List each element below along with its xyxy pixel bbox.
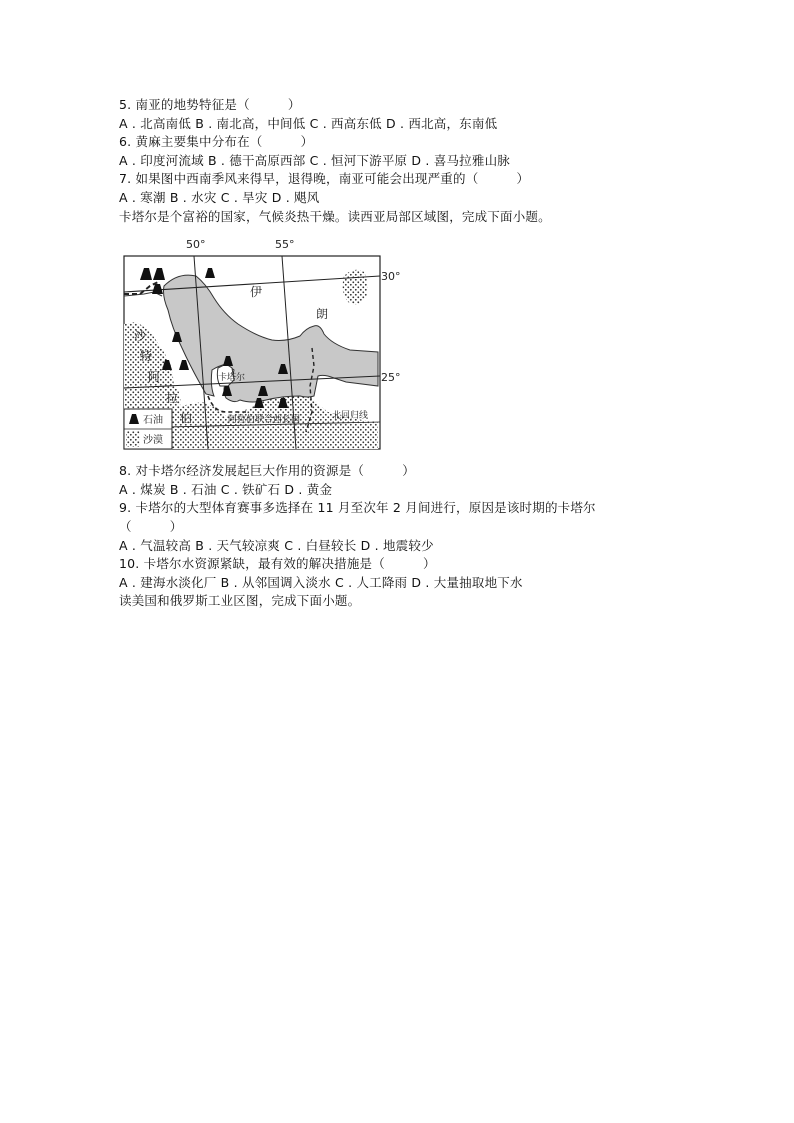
- question-9-options: A . 气温较高 B . 天气较凉爽 C . 白昼较长 D . 地震较少: [119, 537, 434, 553]
- label-saudi-3: 阿: [148, 370, 161, 385]
- question-5-options: A . 北高南低 B . 南北高，中间低 C . 西高东低 D . 西北高，东南低: [119, 115, 498, 131]
- question-10-options: A . 建海水淡化厂 B . 从邻国调入淡水 C . 人工降雨 D . 大量抽取地下水: [119, 574, 523, 590]
- closing-instruction: 读美国和俄罗斯工业区图，完成下面小题。: [119, 593, 361, 609]
- question-7-options: A . 寒潮 B . 水灾 C . 旱灾 D . 飓风: [119, 189, 320, 205]
- label-saudi-1: 沙: [134, 329, 147, 344]
- question-9-stem: 9. 卡塔尔的大型体育赛事多选择在 11 月至次年 2 月间进行，原因是该时期的卡塔尔: [119, 500, 596, 516]
- lon-label-50: 50°: [186, 238, 206, 252]
- question-10-stem: 10. 卡塔尔水资源紧缺，最有效的解决措施是（ ）: [119, 556, 436, 572]
- question-6-stem: 6. 黄麻主要集中分布在（ ）: [119, 134, 314, 150]
- question-7-stem: 7. 如果图中西南季风来得早，退得晚，南亚可能会出现严重的（ ）: [119, 171, 530, 187]
- map-legend: [124, 409, 172, 449]
- label-iran-2: 朗: [316, 307, 329, 322]
- lat-label-25: 25°: [381, 371, 401, 385]
- question-8-stem: 8. 对卡塔尔经济发展起巨大作用的资源是（ ）: [119, 463, 415, 479]
- label-uae: 阿拉伯联合酋长国: [228, 415, 301, 426]
- label-iran-1: 伊: [250, 285, 263, 300]
- desert-iran-northeast: [343, 270, 368, 305]
- label-saudi-4: 拉: [166, 391, 179, 406]
- question-5-stem: 5. 南亚的地势特征是（ ）: [119, 97, 301, 112]
- label-tropic-of-cancer: 北回归线: [332, 411, 369, 422]
- lon-label-55: 55°: [275, 238, 295, 252]
- question-9-stem-blank: （ ）: [119, 518, 183, 534]
- label-saudi-5: 伯: [180, 411, 193, 426]
- worksheet-page: [119, 96, 679, 611]
- legend-desert-label: 沙漠: [143, 435, 163, 447]
- label-qatar: 卡塔尔: [218, 373, 246, 384]
- lat-label-30: 30°: [381, 270, 401, 284]
- legend-desert-swatch: [126, 431, 140, 447]
- passage-intro: 卡塔尔是个富裕的国家，气候炎热干燥。读西亚局部区域图，完成下面小题。: [119, 208, 551, 224]
- legend-oil-label: 石油: [143, 415, 163, 427]
- label-saudi-2: 特: [140, 349, 153, 364]
- question-8-options: A . 煤炭 B . 石油 C . 铁矿石 D . 黄金: [119, 481, 333, 497]
- west-asia-map: [122, 236, 401, 450]
- question-6-options: A . 印度河流域 B . 德干高原西部 C . 恒河下游平原 D . 喜马拉雅山脉: [119, 152, 510, 168]
